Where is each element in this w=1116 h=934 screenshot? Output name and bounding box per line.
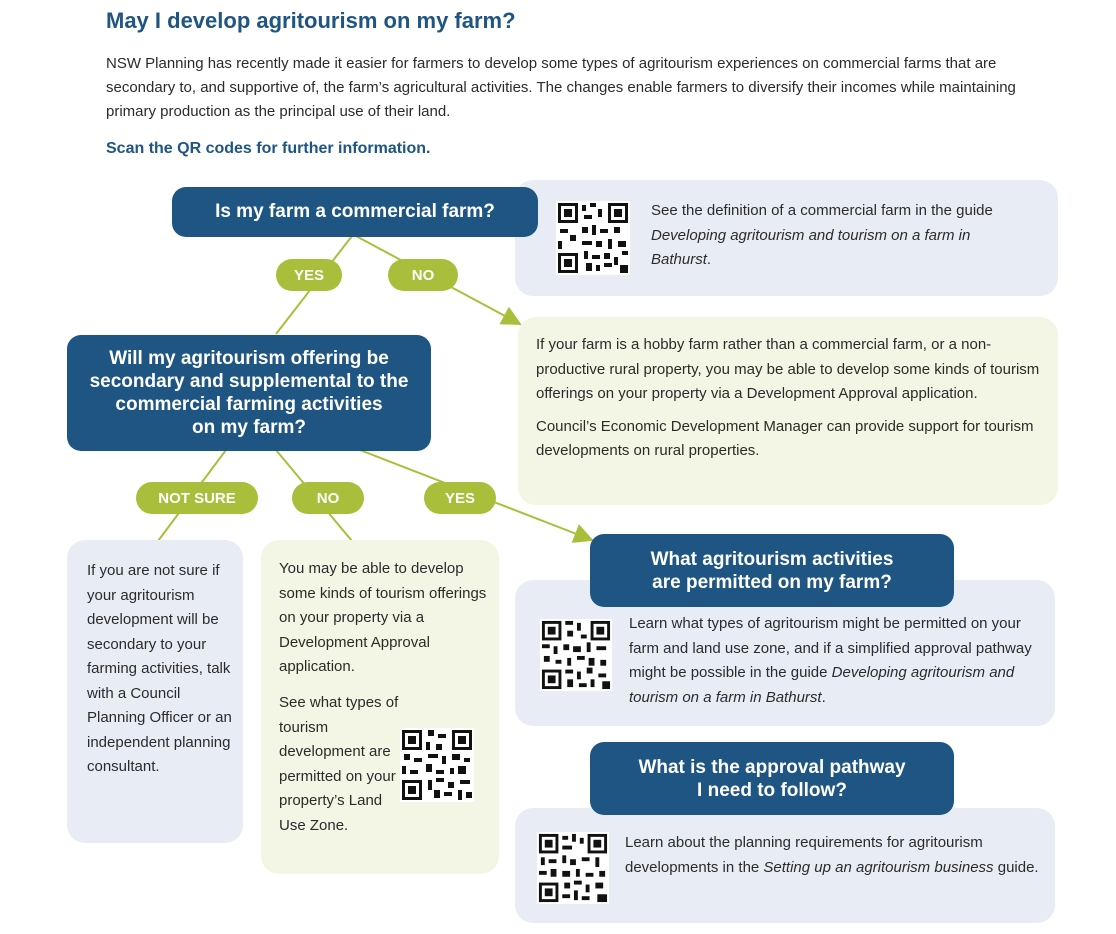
q4-line2: I need to follow?: [697, 779, 847, 801]
q3-info-post: .: [821, 688, 826, 706]
qr-code-icon: [540, 619, 612, 691]
hobby-farm-p1: If your farm is a hobby farm rather than a commercial farm, or a non-productive rural property, you may be able to develop some kinds of tourism offerings on your property via a Development Approval application.: [536, 336, 1040, 402]
qr-code-icon: [537, 832, 609, 904]
q1-info-pre: See the definition of a commercial farm in the guide: [651, 202, 993, 219]
q1-question-box: [172, 187, 538, 237]
q4-info-text: [625, 831, 1040, 880]
intro-paragraph: NSW Planning has recently made it easier for farmers to develop some types of agritourism experiences on commercial farms that are secondary to, and supportive of, the farm’s agricultural activities. The changes enable farmers to diversify their incomes while maintaining primary production as the principal use of their land.: [106, 55, 1016, 120]
q2-yes-label: YES: [444, 489, 475, 507]
q1-info-post: .: [706, 251, 712, 268]
no-panel-p2: See what types of tourism development are permitted on your property’s Land Use Zone.: [279, 694, 399, 834]
q2-line1: Will my agritourism offering be: [109, 348, 389, 369]
q2-yes-pill: [424, 482, 496, 514]
q1-no-pill: [388, 259, 458, 291]
q2-line4: on my farm?: [191, 417, 307, 438]
q2-notsure-pill: [136, 482, 258, 514]
q1-yes-label: YES: [293, 266, 324, 284]
page-title: May I develop agritourism on my farm?: [106, 8, 516, 33]
hobby-farm-p2: Council’s Economic Development Manager can provide support for tourism developments on rural properties.: [536, 417, 1034, 459]
q1-yes-pill: [276, 259, 342, 291]
q4-info-guide: Setting up an agritourism business: [763, 858, 994, 876]
q3-info-guide: Developing agritourism and tourism on a farm in Bathurst: [629, 664, 1015, 706]
q1-question: Is my farm a commercial farm?: [215, 201, 495, 222]
hobby-farm-text: [536, 333, 1042, 464]
q3-info-text: [629, 612, 1047, 710]
q1-no-label: NO: [411, 266, 435, 284]
q4-info-pre: Learn about the planning requirements for agritourism developments in the: [625, 834, 983, 876]
qr-code-icon: [400, 728, 474, 802]
q1-info-text: [651, 199, 1031, 273]
q2-line2: secondary and supplemental to the: [89, 371, 409, 392]
q4-info-post: guide.: [993, 858, 1039, 876]
q2-no-pill: [292, 482, 364, 514]
scan-prompt: Scan the QR codes for further information.: [106, 140, 431, 157]
q2-line3: commercial farming activities: [115, 394, 383, 415]
q3-line1: What agritourism activities: [650, 548, 894, 570]
q3-question-box: [590, 534, 954, 607]
q2-question-box: [67, 335, 431, 451]
q4-line1: What is the approval pathway: [638, 756, 906, 778]
no-panel-p1: You may be able to develop some kinds of tourism offerings on your property via a Development Approval application.: [279, 560, 487, 675]
q1-info-guide: Developing agritourism and tourism on a farm in Bathurst: [651, 226, 971, 268]
not-sure-text: If you are not sure if your agritourism development will be secondary to your farming activities, talk with a Council Planning Officer or an independent planning consultant.: [87, 562, 232, 775]
q4-question-box: [590, 742, 954, 815]
q3-line2: are permitted on my farm?: [652, 571, 892, 593]
q2-notsure-label: NOT SURE: [158, 489, 236, 507]
qr-code-icon: [556, 201, 630, 275]
q3-info-pre: Learn what types of agritourism might be permitted on your farm and land use zone, and if a simplified approval pathway might be possible in the guide: [629, 615, 1032, 681]
q2-no-label: NO: [316, 489, 340, 507]
